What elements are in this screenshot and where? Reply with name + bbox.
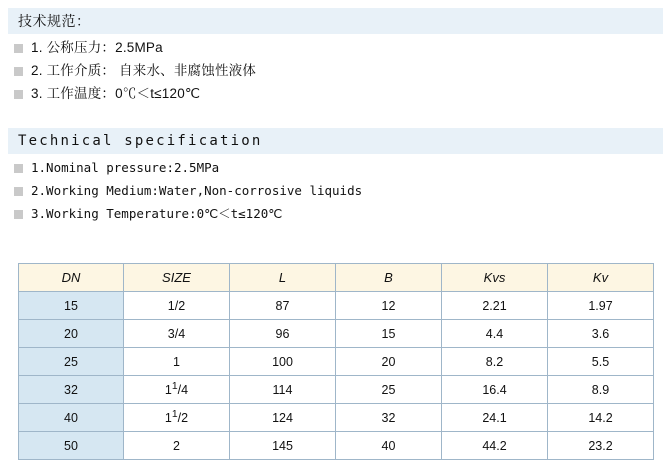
cell-kvs: 2.21: [442, 292, 548, 320]
column-header-l: L: [230, 264, 336, 292]
table-row: [19, 376, 654, 404]
cell-kv: 5.5: [548, 348, 654, 376]
english-spec-3: 3.Working Temperature:0℃＜t≤120℃: [31, 206, 283, 221]
list-item: [14, 206, 362, 222]
cell-dn: 15: [19, 292, 124, 320]
cell-b: 25: [336, 376, 442, 404]
cell-b: 20: [336, 348, 442, 376]
size-denominator: /2: [177, 411, 189, 426]
cell-b: 12: [336, 292, 442, 320]
cell-size: [124, 404, 230, 432]
cell-kvs: 16.4: [442, 376, 548, 404]
cell-size: 2: [124, 432, 230, 460]
cell-l: 100: [230, 348, 336, 376]
cell-kvs: 24.1: [442, 404, 548, 432]
specification-table: [18, 263, 654, 460]
cell-b: 40: [336, 432, 442, 460]
cell-kvs: 44.2: [442, 432, 548, 460]
cell-dn: 40: [19, 404, 124, 432]
cell-l: 96: [230, 320, 336, 348]
cell-l: 145: [230, 432, 336, 460]
column-header-dn: DN: [19, 264, 124, 292]
column-header-kvs: Kvs: [442, 264, 548, 292]
chinese-section-header: [8, 8, 663, 34]
cell-dn: 32: [19, 376, 124, 404]
list-item: [14, 40, 256, 56]
square-bullet-icon: [14, 210, 23, 219]
size-numerator: 1: [171, 381, 178, 393]
table-row: [19, 292, 654, 320]
size-whole: 1: [164, 383, 172, 398]
cell-size: 1/2: [124, 292, 230, 320]
list-item: [14, 86, 256, 102]
square-bullet-icon: [14, 44, 23, 53]
table-row: [19, 348, 654, 376]
size-numerator: 1: [171, 409, 178, 421]
cell-dn: 25: [19, 348, 124, 376]
cell-dn: 20: [19, 320, 124, 348]
english-spec-2: 2.Working Medium:Water,Non-corrosive liquids: [31, 183, 363, 198]
english-spec-list: [14, 160, 362, 229]
english-section-header: [8, 128, 663, 154]
table-row: [19, 432, 654, 460]
cell-b: 32: [336, 404, 442, 432]
list-item: [14, 183, 362, 199]
cell-kv: 14.2: [548, 404, 654, 432]
cell-size: [124, 376, 230, 404]
square-bullet-icon: [14, 67, 23, 76]
cell-kvs: 8.2: [442, 348, 548, 376]
square-bullet-icon: [14, 164, 23, 173]
english-spec-1: 1.Nominal pressure:2.5MPa: [31, 160, 220, 175]
size-whole: 1: [164, 411, 172, 426]
table-header-row: [19, 264, 654, 292]
cell-kv: 23.2: [548, 432, 654, 460]
cell-kvs: 4.4: [442, 320, 548, 348]
cell-dn: 50: [19, 432, 124, 460]
column-header-b: B: [336, 264, 442, 292]
list-item: [14, 63, 256, 79]
cell-l: 124: [230, 404, 336, 432]
chinese-spec-2: 2. 工作介质： 自来水、非腐蚀性液体: [31, 63, 257, 78]
chinese-section-title: 技术规范：: [18, 13, 91, 29]
size-denominator: /4: [177, 383, 189, 398]
chinese-spec-1: 1. 公称压力：2.5MPa: [31, 40, 163, 55]
english-section-title: Technical specification: [18, 133, 263, 149]
table-row: [19, 320, 654, 348]
cell-size: 1: [124, 348, 230, 376]
cell-kv: 1.97: [548, 292, 654, 320]
cell-kv: 3.6: [548, 320, 654, 348]
cell-b: 15: [336, 320, 442, 348]
square-bullet-icon: [14, 187, 23, 196]
cell-l: 114: [230, 376, 336, 404]
square-bullet-icon: [14, 90, 23, 99]
table-row: [19, 404, 654, 432]
cell-size: 3/4: [124, 320, 230, 348]
chinese-spec-3: 3. 工作温度：0℃＜t≤120℃: [31, 86, 201, 101]
chinese-spec-list: [14, 40, 256, 109]
cell-l: 87: [230, 292, 336, 320]
cell-kv: 8.9: [548, 376, 654, 404]
list-item: [14, 160, 362, 176]
column-header-kv: Kv: [548, 264, 654, 292]
column-header-size: SIZE: [124, 264, 230, 292]
